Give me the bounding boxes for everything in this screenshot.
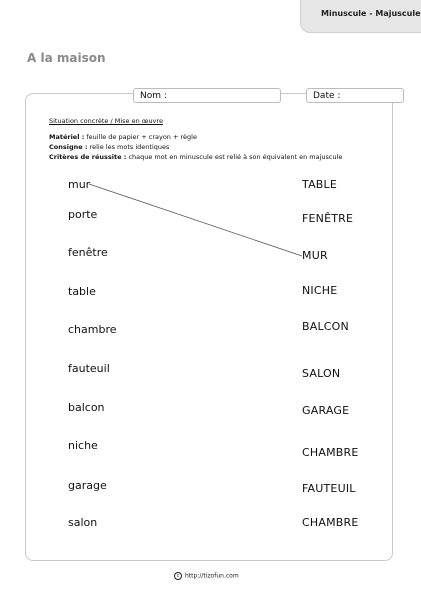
right-word[interactable]: FAUTEUIL [302,482,356,495]
left-word[interactable]: table [68,285,96,298]
nom-label: Nom : [140,91,167,101]
left-word[interactable]: fenêtre [68,246,108,259]
right-word[interactable]: NICHE [302,284,338,297]
footer [174,572,239,580]
right-word[interactable]: GARAGE [302,404,350,417]
date-label: Date : [313,91,341,101]
left-word[interactable]: garage [68,479,107,492]
consigne-value: relie les mots identiques [87,143,170,151]
right-word[interactable]: CHAMBRE [302,516,359,529]
left-word[interactable]: porte [68,208,98,221]
left-word[interactable]: mur [68,178,91,191]
materiel-label: Matériel : [49,133,85,141]
page-title: A la maison [27,51,106,65]
copyright-icon: c [174,572,182,580]
right-word[interactable]: TABLE [302,178,338,191]
right-word[interactable]: MUR [302,249,328,262]
right-word[interactable]: CHAMBRE [302,446,359,459]
right-word[interactable]: FENÊTRE [302,212,354,225]
left-word[interactable]: balcon [68,401,105,414]
materiel-value: feuille de papier + crayon + règle [84,133,197,141]
right-word[interactable]: BALCON [302,320,349,333]
left-word[interactable]: salon [68,516,98,529]
left-word[interactable]: chambre [68,323,117,336]
criteres-value: chaque mot en minuscule est relié à son équivalent en majuscule [126,153,343,161]
right-word[interactable]: SALON [302,367,341,380]
consigne-label: Consigne : [49,143,88,151]
footer-url[interactable]: http://tizofun.com [185,572,239,580]
left-word[interactable]: niche [68,439,98,452]
situation-heading: Situation concrète / Mise en œuvre [49,117,163,125]
tab-label: Minuscule - Majuscule [321,9,421,18]
criteres-label: Critères de réussite : [49,153,127,161]
left-word[interactable]: fauteuil [68,362,110,375]
